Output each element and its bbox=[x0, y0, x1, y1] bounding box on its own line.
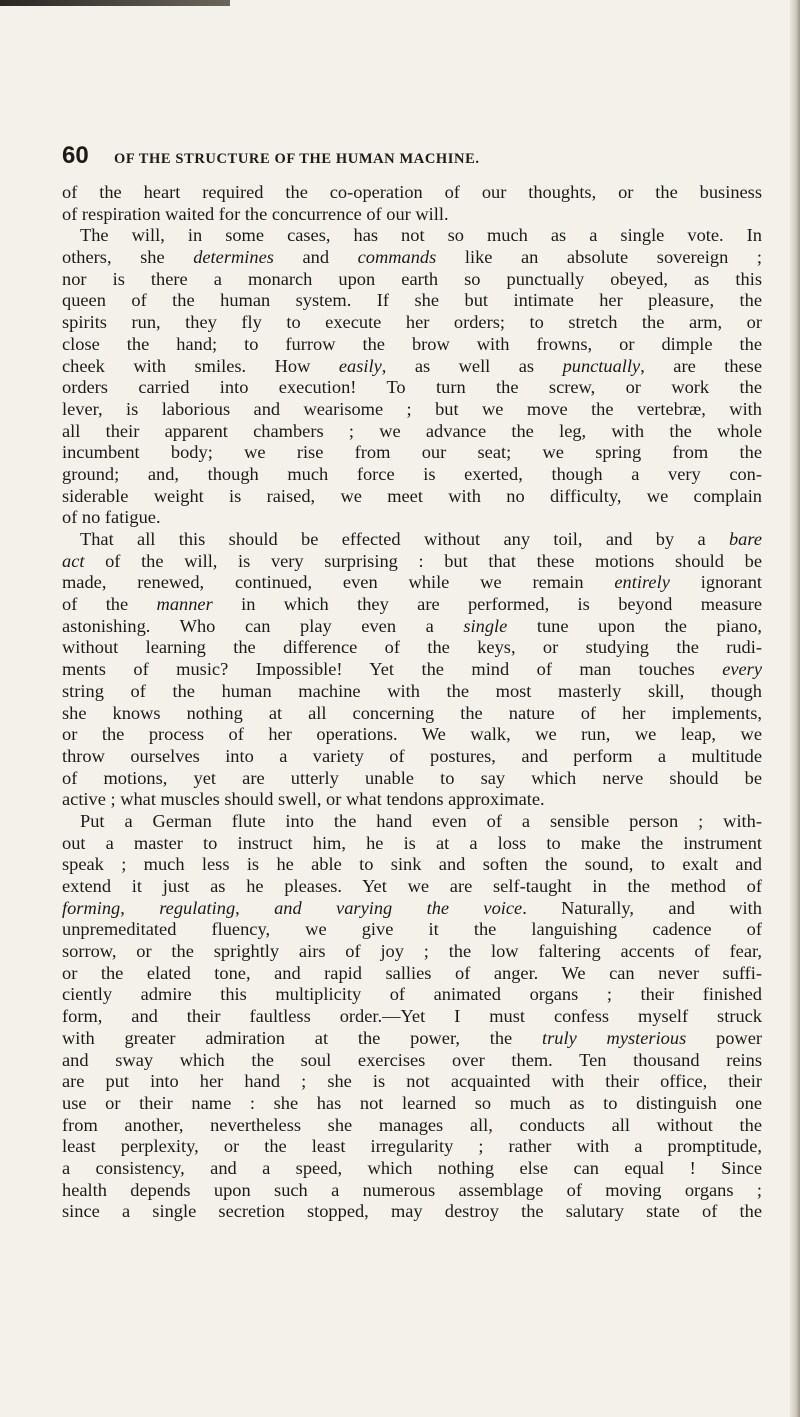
text-line: queen of the human system. If she but intimate her pleasure, the bbox=[62, 290, 762, 311]
text-line: spirits run, they fly to execute her orders; to stretch the arm, or bbox=[62, 312, 762, 333]
book-page bbox=[62, 142, 762, 1223]
text-line: least perplexity, or the least irregularity ; rather with a promptitude, bbox=[62, 1136, 762, 1157]
scan-edge-top bbox=[0, 0, 230, 6]
text-line: unpremeditated fluency, we give it the languishing cadence of bbox=[62, 919, 762, 940]
text-line: use or their name : she has not learned so much as to distinguish one bbox=[62, 1092, 762, 1113]
text-line: others, she determines and commands like an absolute sovereign ; bbox=[62, 247, 762, 268]
text-line: throw ourselves into a variety of postures, and perform a multitude bbox=[62, 745, 762, 766]
text-line: and sway which the soul exercises over them. Ten thousand reins bbox=[62, 1049, 762, 1070]
text-line: close the hand; to furrow the brow with frowns, or dimple the bbox=[62, 333, 762, 354]
text-line: astonishing. Who can play even a single tune upon the piano, bbox=[62, 615, 762, 636]
text-line: extend it just as he pleases. Yet we are self-taught in the method of bbox=[62, 876, 762, 896]
text-line: cheek with smiles. How easily, as well as punctually, are these bbox=[62, 355, 762, 376]
text-line: of no fatigue. bbox=[62, 507, 161, 528]
text-line: nor is there a monarch upon earth so punctually obeyed, as this bbox=[62, 268, 762, 289]
page-header bbox=[62, 142, 762, 172]
text-line: lever, is laborious and wearisome ; but we move the vertebræ, with bbox=[62, 398, 762, 419]
text-line: all their apparent chambers ; we advance the leg, with the whole bbox=[62, 420, 762, 441]
page-number: 60 bbox=[62, 142, 89, 169]
text-line: incumbent body; we rise from our seat; we spring from the bbox=[62, 442, 762, 463]
text-line: orders carried into execution! To turn the screw, or work the bbox=[62, 377, 762, 398]
text-line: active ; what muscles should swell, or what tendons approximate. bbox=[62, 789, 545, 810]
text-line: The will, in some cases, has not so much as a single vote. In bbox=[80, 225, 762, 246]
text-line: from another, nevertheless she manages all, conducts all without the bbox=[62, 1114, 762, 1135]
text-line: or the elated tone, and rapid sallies of anger. We can never suffi- bbox=[62, 962, 762, 983]
text-line: of the manner in which they are performed, is beyond measure bbox=[62, 594, 762, 615]
text-line: form, and their faultless order.—Yet I must confess myself struck bbox=[62, 1006, 762, 1027]
text-line: siderable weight is raised, we meet with no difficulty, we complain bbox=[62, 485, 762, 506]
text-line: ments of music? Impossible! Yet the mind of man touches every bbox=[62, 659, 762, 680]
text-line: act of the will, is very surprising : but that these motions should be bbox=[62, 550, 762, 571]
text-line: of the heart required the co-operation of our thoughts, or the business bbox=[62, 182, 762, 202]
text-line: a consistency, and a speed, which nothing else can equal ! Since bbox=[62, 1157, 762, 1178]
text-line: she knows nothing at all concerning the nature of her implements, bbox=[62, 702, 762, 723]
text-line: ground; and, though much force is exerted, though a very con- bbox=[62, 463, 762, 484]
text-line: sorrow, or the sprightly airs of joy ; the low faltering accents of fear, bbox=[62, 941, 762, 962]
text-line: forming, regulating, and varying the voice. Naturally, and with bbox=[62, 897, 762, 918]
text-line: are put into her hand ; she is not acquainted with their office, their bbox=[62, 1071, 762, 1092]
scan-edge-right bbox=[790, 0, 800, 1417]
text-line: Put a German flute into the hand even of a sensible person ; with- bbox=[80, 810, 762, 831]
text-line: That all this should be effected without any toil, and by a bare bbox=[80, 529, 762, 549]
text-line: ciently admire this multiplicity of animated organs ; their finished bbox=[62, 984, 762, 1005]
text-line: since a single secretion stopped, may destroy the salutary state of the bbox=[62, 1201, 762, 1222]
running-head: OF THE STRUCTURE OF THE HUMAN MACHINE. bbox=[114, 151, 480, 167]
text-line: speak ; much less is he able to sink and soften the sound, to exalt and bbox=[62, 854, 762, 875]
text-line: of motions, yet are utterly unable to say which nerve should be bbox=[62, 767, 762, 788]
text-line: with greater admiration at the power, the truly mysterious power bbox=[62, 1027, 762, 1048]
body-text bbox=[62, 182, 762, 1223]
text-line: or the process of her operations. We walk, we run, we leap, we bbox=[62, 724, 762, 745]
text-line: health depends upon such a numerous assemblage of moving organs ; bbox=[62, 1179, 762, 1200]
text-line: of respiration waited for the concurrence of our will. bbox=[62, 203, 449, 224]
text-line: made, renewed, continued, even while we remain entirely ignorant bbox=[62, 572, 763, 593]
text-line: without learning the difference of the keys, or studying the rudi- bbox=[62, 637, 762, 658]
text-line: out a master to instruct him, he is at a loss to make the instrument bbox=[62, 832, 762, 853]
text-line: string of the human machine with the most masterly skill, though bbox=[62, 680, 762, 701]
